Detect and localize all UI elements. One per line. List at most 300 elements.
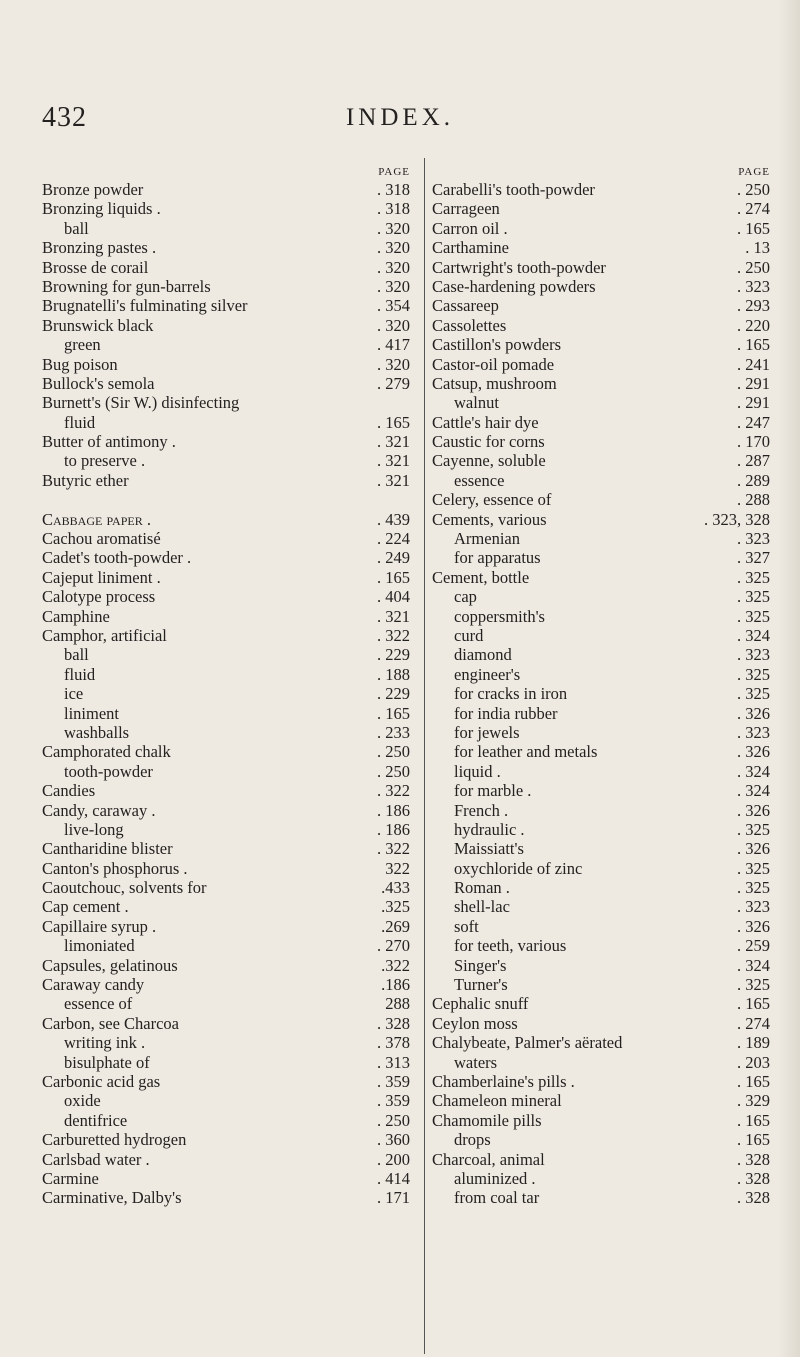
index-entry: [432, 607, 770, 626]
entry-page-ref: . 378: [377, 1033, 410, 1053]
entry-term: Brugnatelli's fulminating silver: [42, 296, 248, 316]
index-entry: [42, 587, 410, 606]
index-entry: [42, 723, 410, 742]
index-entry: [42, 277, 410, 296]
index-entry: [42, 1150, 410, 1169]
index-entry: [42, 626, 410, 645]
entry-page-ref: . 318: [377, 199, 410, 219]
entry-term: soft: [454, 916, 479, 936]
entry-page-ref: . 414: [377, 1168, 410, 1188]
entry-term: aluminized .: [454, 1168, 536, 1188]
entry-term: green: [64, 335, 101, 355]
entry-term: Brunswick black: [42, 315, 154, 335]
entry-term: Butter of antimony .: [42, 432, 176, 452]
entry-term: walnut: [454, 393, 499, 413]
entry-term: Cartwright's tooth-powder: [432, 257, 606, 277]
entry-page-ref: . 313: [377, 1052, 410, 1072]
index-entry: [432, 801, 770, 820]
entry-page-ref: . 203: [737, 1052, 770, 1072]
index-entry: [42, 839, 410, 858]
index-entry: [432, 1188, 770, 1207]
entry-page-ref: . 320: [377, 315, 410, 335]
index-entry: [42, 1053, 410, 1072]
index-entry: [432, 1072, 770, 1091]
entry-page-ref: . 417: [377, 335, 410, 355]
index-entry: [432, 587, 770, 606]
index-entry: [432, 277, 770, 296]
entry-term: fluid: [64, 412, 96, 432]
entry-page-ref: . 322: [377, 839, 410, 859]
entry-page-ref: . 233: [377, 722, 410, 742]
entry-page-ref: . 321: [377, 606, 410, 626]
entry-page-ref: .325: [381, 897, 410, 917]
entry-term: ball: [64, 218, 89, 238]
entry-page-ref: . 326: [737, 800, 770, 820]
entry-page-ref: . 165: [377, 703, 410, 723]
entry-page-ref: . 321: [377, 470, 410, 490]
entry-term: Castor-oil pomade: [432, 354, 555, 374]
index-entry: [432, 1111, 770, 1130]
index-entry: [42, 296, 410, 315]
entry-page-ref: . 325: [737, 606, 770, 626]
entry-page-ref: . 270: [377, 936, 410, 956]
page-column-label: PAGE: [378, 166, 410, 178]
entry-term: essence: [454, 470, 505, 490]
index-entry: [432, 316, 770, 335]
entry-page-ref: . 326: [737, 703, 770, 723]
index-entry: [432, 1014, 770, 1033]
entry-term: ball: [64, 645, 89, 665]
right-entry-list: [432, 180, 770, 1208]
entry-term: Cassareep: [432, 296, 499, 316]
entry-term: Browning for gun-barrels: [42, 276, 211, 296]
entry-page-ref: . 359: [377, 1071, 410, 1091]
entry-page-ref: . 188: [377, 664, 410, 684]
index-entry: [432, 626, 770, 645]
entry-term: Candy, caraway .: [42, 800, 156, 820]
entry-page-ref: . 325: [737, 878, 770, 898]
entry-term: Castillon's powders: [432, 335, 562, 355]
entry-term: Singer's: [454, 955, 507, 975]
entry-term: curd: [454, 625, 484, 645]
entry-page-ref: 288: [385, 994, 410, 1014]
running-head: INDEX.: [345, 104, 454, 131]
entry-page-ref: . 323: [737, 897, 770, 917]
entry-term: Chalybeate, Palmer's aërated: [432, 1033, 623, 1053]
index-entry: [42, 975, 410, 994]
entry-page-ref: . 186: [377, 800, 410, 820]
entry-term: Ceylon moss: [432, 1013, 518, 1033]
entry-page-ref: . 326: [737, 839, 770, 859]
entry-term: for leather and metals: [454, 742, 598, 762]
index-entry: [432, 1130, 770, 1149]
entry-page-ref: . 229: [377, 684, 410, 704]
index-entry: [432, 936, 770, 955]
index-entry: [42, 568, 410, 587]
entry-page-ref: . 224: [377, 529, 410, 549]
entry-page-ref: . 354: [377, 296, 410, 316]
entry-term: Camphor, artificial: [42, 625, 167, 645]
entry-page-ref: .186: [381, 975, 410, 995]
entry-page-ref: . 241: [737, 354, 770, 374]
entry-term: Maissiatt's: [454, 839, 524, 859]
entry-page-ref: . 250: [737, 180, 770, 199]
entry-page-ref: . 320: [377, 238, 410, 258]
index-entry: [42, 219, 410, 238]
entry-page-ref: .433: [381, 878, 410, 898]
entry-term: Camphine: [42, 606, 110, 626]
entry-term: Calotype process: [42, 587, 156, 607]
entry-page-ref: . 186: [377, 819, 410, 839]
index-entry: [432, 956, 770, 975]
index-entry: [432, 1169, 770, 1188]
entry-page-ref: . 325: [737, 684, 770, 704]
left-entry-list: [42, 180, 410, 1208]
entry-term: for apparatus: [454, 548, 541, 568]
index-entry: [42, 956, 410, 975]
entry-term: Roman .: [454, 878, 510, 898]
index-entry: [42, 607, 410, 626]
index-entry: [42, 917, 410, 936]
entry-term: liniment: [64, 703, 119, 723]
entry-term: live-long: [64, 819, 124, 839]
index-entry: [42, 742, 410, 761]
entry-term: Carthamine: [432, 238, 509, 258]
index-entry: [432, 742, 770, 761]
entry-term: Butyric ether: [42, 470, 129, 490]
index-entry: [432, 1150, 770, 1169]
index-entry: [432, 878, 770, 897]
index-entry: [42, 645, 410, 664]
entry-term: essence of: [64, 994, 133, 1014]
index-entry: [432, 1033, 770, 1052]
index-entry: [432, 490, 770, 509]
index-entry: [42, 820, 410, 839]
entry-page-ref: . 326: [737, 916, 770, 936]
entry-page-ref: . 259: [737, 936, 770, 956]
entry-page-ref: . 328: [737, 1188, 770, 1208]
entry-page-ref: . 329: [737, 1091, 770, 1111]
entry-term: Canton's phosphorus .: [42, 858, 188, 878]
entry-page-ref: . 328: [377, 1013, 410, 1033]
entry-term: Cabbage paper .: [42, 509, 151, 529]
entry-term: Carabelli's tooth-powder: [432, 180, 595, 199]
index-entry: [42, 335, 410, 354]
entry-page-ref: . 324: [737, 955, 770, 975]
entry-term: diamond: [454, 645, 512, 665]
index-entry: [42, 510, 410, 529]
entry-term: Burnett's (Sir W.) disinfecting: [42, 393, 240, 413]
entry-term: Caustic for corns: [432, 432, 545, 452]
index-entry: [432, 684, 770, 703]
index-entry: [432, 723, 770, 742]
entry-term: for india rubber: [454, 703, 558, 723]
index-entry: [432, 413, 770, 432]
index-entry: [42, 471, 410, 490]
entry-term: Carmine: [42, 1168, 99, 1188]
entry-page-ref: . 165: [737, 218, 770, 238]
entry-page-ref: . 249: [377, 548, 410, 568]
entry-term: Cap cement .: [42, 897, 129, 917]
entry-term: to preserve .: [64, 451, 146, 471]
entry-page-ref: . 229: [377, 645, 410, 665]
index-entry: [42, 762, 410, 781]
entry-term: Catsup, mushroom: [432, 373, 557, 393]
index-entry: [432, 180, 770, 199]
entry-term: tooth-powder: [64, 761, 153, 781]
index-entry: [432, 451, 770, 470]
entry-page-ref: . 325: [737, 567, 770, 587]
entry-term: writing ink .: [64, 1033, 146, 1053]
entry-page-ref: . 250: [377, 1110, 410, 1130]
index-entry: [432, 529, 770, 548]
index-entry: [42, 199, 410, 218]
page-edge-shadow: [778, 0, 800, 1357]
entry-term: Carlsbad water .: [42, 1149, 150, 1169]
index-entry: [42, 1072, 410, 1091]
entry-page-ref: . 323: [737, 722, 770, 742]
entry-term: Cement, bottle: [432, 567, 530, 587]
entry-term: Caraway candy: [42, 975, 145, 995]
entry-term: Carbon, see Charcoa: [42, 1013, 179, 1033]
index-entry: [432, 296, 770, 315]
index-entry: [432, 510, 770, 529]
index-entry: [42, 1014, 410, 1033]
index-entry: [42, 781, 410, 800]
index-entry: [432, 432, 770, 451]
entry-page-ref: . 220: [737, 315, 770, 335]
entry-page-ref: . 323: [737, 276, 770, 296]
index-entry: [42, 180, 410, 199]
entry-page-ref: . 165: [737, 1071, 770, 1091]
entry-term: Bronzing liquids .: [42, 199, 161, 219]
index-entry: [432, 471, 770, 490]
entry-page-ref: . 326: [737, 742, 770, 762]
index-entry: [42, 529, 410, 548]
entry-term: ice: [64, 684, 84, 704]
entry-page-ref: . 324: [737, 625, 770, 645]
entry-term: Bug poison: [42, 354, 118, 374]
entry-page-ref: . 291: [737, 393, 770, 413]
index-entry: [432, 258, 770, 277]
index-entry: [432, 568, 770, 587]
index-entry: [42, 859, 410, 878]
index-entry: [42, 374, 410, 393]
entry-term: Bullock's semola: [42, 373, 155, 393]
entry-term: Carron oil .: [432, 218, 508, 238]
entry-page-ref: . 324: [737, 781, 770, 801]
entry-term: Cattle's hair dye: [432, 412, 539, 432]
entry-page-ref: . 325: [737, 975, 770, 995]
entry-page-ref: . 328: [737, 1168, 770, 1188]
index-entry: [42, 665, 410, 684]
entry-page-ref: . 325: [737, 819, 770, 839]
entry-term: for teeth, various: [454, 936, 567, 956]
index-entry: [42, 704, 410, 723]
entry-term: Capsules, gelatinous: [42, 955, 178, 975]
index-entry: [42, 258, 410, 277]
entry-term: waters: [454, 1052, 498, 1072]
entry-term: engineer's: [454, 664, 521, 684]
entry-term: from coal tar: [454, 1188, 540, 1208]
entry-page-ref: . 250: [737, 257, 770, 277]
index-entry: [42, 238, 410, 257]
entry-term: Chamomile pills: [432, 1110, 542, 1130]
index-entry: [432, 335, 770, 354]
entry-term: Cephalic snuff: [432, 994, 529, 1014]
entry-term: for cracks in iron: [454, 684, 568, 704]
index-entry: [432, 219, 770, 238]
index-entry: [42, 355, 410, 374]
index-entry: [432, 859, 770, 878]
entry-page-ref: . 165: [737, 994, 770, 1014]
entry-page-ref: . 320: [377, 276, 410, 296]
entry-term: Case-hardening powders: [432, 276, 596, 296]
index-entry: [42, 1169, 410, 1188]
index-entry: [432, 1053, 770, 1072]
index-entry: [42, 451, 410, 470]
entry-page-ref: . 189: [737, 1033, 770, 1053]
index-entry: [42, 1091, 410, 1110]
index-entry: [42, 1033, 410, 1052]
entry-page-ref: . 323, 328: [704, 509, 770, 529]
index-entry: [42, 432, 410, 451]
page-number: 432: [42, 102, 87, 133]
entry-page-ref: . 293: [737, 296, 770, 316]
entry-term: drops: [454, 1130, 491, 1150]
entry-term: cap: [454, 587, 477, 607]
entry-term: Carrageen: [432, 199, 500, 219]
index-entry: [432, 839, 770, 858]
entry-page-ref: . 325: [737, 664, 770, 684]
index-entry: [42, 994, 410, 1013]
index-entry: [42, 1111, 410, 1130]
entry-page-ref: . 165: [737, 1130, 770, 1150]
entry-page-ref: . 323: [737, 529, 770, 549]
entry-page-ref: . 247: [737, 412, 770, 432]
entry-term: hydraulic .: [454, 819, 525, 839]
entry-page-ref: . 287: [737, 451, 770, 471]
entry-page-ref: . 288: [737, 490, 770, 510]
entry-page-ref: . 318: [377, 180, 410, 199]
section-gap: [42, 490, 410, 509]
entry-page-ref: . 291: [737, 373, 770, 393]
entry-page-ref: .322: [381, 955, 410, 975]
entry-term: Cassolettes: [432, 315, 507, 335]
entry-page-ref: . 250: [377, 742, 410, 762]
entry-page-ref: . 171: [377, 1188, 410, 1208]
entry-page-ref: . 439: [377, 509, 410, 529]
index-entry: [432, 897, 770, 916]
index-entry: [42, 801, 410, 820]
index-entry: [42, 1188, 410, 1207]
entry-page-ref: . 274: [737, 199, 770, 219]
index-entry: [432, 820, 770, 839]
entry-term: Cachou aromatisé: [42, 529, 161, 549]
page-column-label: PAGE: [738, 166, 770, 178]
entry-page-ref: .269: [381, 916, 410, 936]
entry-term: for jewels: [454, 722, 520, 742]
entry-term: Caoutchouc, solvents for: [42, 878, 207, 898]
index-entry: [42, 878, 410, 897]
entry-term: Capillaire syrup .: [42, 916, 157, 936]
entry-term: coppersmith's: [454, 606, 545, 626]
index-entry: [42, 897, 410, 916]
entry-page-ref: . 165: [377, 567, 410, 587]
index-entry: [432, 975, 770, 994]
entry-page-ref: . 321: [377, 451, 410, 471]
entry-term: Armenian: [454, 529, 520, 549]
index-entry: [432, 199, 770, 218]
entry-page-ref: . 325: [737, 587, 770, 607]
index-entry: [432, 917, 770, 936]
entry-term: Turner's: [454, 975, 508, 995]
entry-page-ref: . 320: [377, 218, 410, 238]
index-entry: [42, 316, 410, 335]
index-entry: [42, 548, 410, 567]
index-entry: [432, 548, 770, 567]
index-entry: [42, 1130, 410, 1149]
entry-term: dentifrice: [64, 1110, 128, 1130]
index-entry: [432, 238, 770, 257]
entry-term: Camphorated chalk: [42, 742, 171, 762]
entry-term: for marble .: [454, 781, 532, 801]
entry-term: Carburetted hydrogen: [42, 1130, 187, 1150]
index-entry: [432, 355, 770, 374]
entry-page-ref: . 320: [377, 354, 410, 374]
index-entry: [432, 994, 770, 1013]
entry-term: oxide: [64, 1091, 101, 1111]
entry-page-ref: . 13: [745, 238, 770, 258]
index-entry: [432, 374, 770, 393]
index-entry: [432, 762, 770, 781]
entry-term: Charcoal, animal: [432, 1149, 545, 1169]
entry-page-ref: . 165: [377, 412, 410, 432]
index-entry: [42, 393, 410, 412]
index-entry: [432, 781, 770, 800]
index-entry: [432, 704, 770, 723]
entry-page-ref: . 170: [737, 432, 770, 452]
entry-page-ref: . 320: [377, 257, 410, 277]
column-divider: [424, 158, 425, 1354]
index-entry: [42, 684, 410, 703]
entry-term: Cements, various: [432, 509, 547, 529]
entry-term: limoniated: [64, 936, 135, 956]
left-column: [42, 165, 410, 1208]
entry-term: Brosse de corail: [42, 257, 149, 277]
entry-term: washballs: [64, 722, 130, 742]
entry-page-ref: . 165: [737, 335, 770, 355]
entry-page-ref: . 360: [377, 1130, 410, 1150]
entry-term: liquid .: [454, 761, 501, 781]
entry-term: bisulphate of: [64, 1052, 150, 1072]
entry-term: Carbonic acid gas: [42, 1071, 161, 1091]
entry-term: Cayenne, soluble: [432, 451, 546, 471]
entry-page-ref: . 325: [737, 858, 770, 878]
entry-page-ref: . 250: [377, 761, 410, 781]
entry-page-ref: . 323: [737, 645, 770, 665]
entry-term: Cajeput liniment .: [42, 567, 161, 587]
entry-term: Cadet's tooth-powder .: [42, 548, 192, 568]
index-entry: [432, 645, 770, 664]
entry-page-ref: . 359: [377, 1091, 410, 1111]
entry-term: oxychloride of zinc: [454, 858, 583, 878]
entry-page-ref: . 404: [377, 587, 410, 607]
index-entry: [432, 665, 770, 684]
entry-page-ref: . 327: [737, 548, 770, 568]
entry-page-ref: . 274: [737, 1013, 770, 1033]
entry-page-ref: . 279: [377, 373, 410, 393]
